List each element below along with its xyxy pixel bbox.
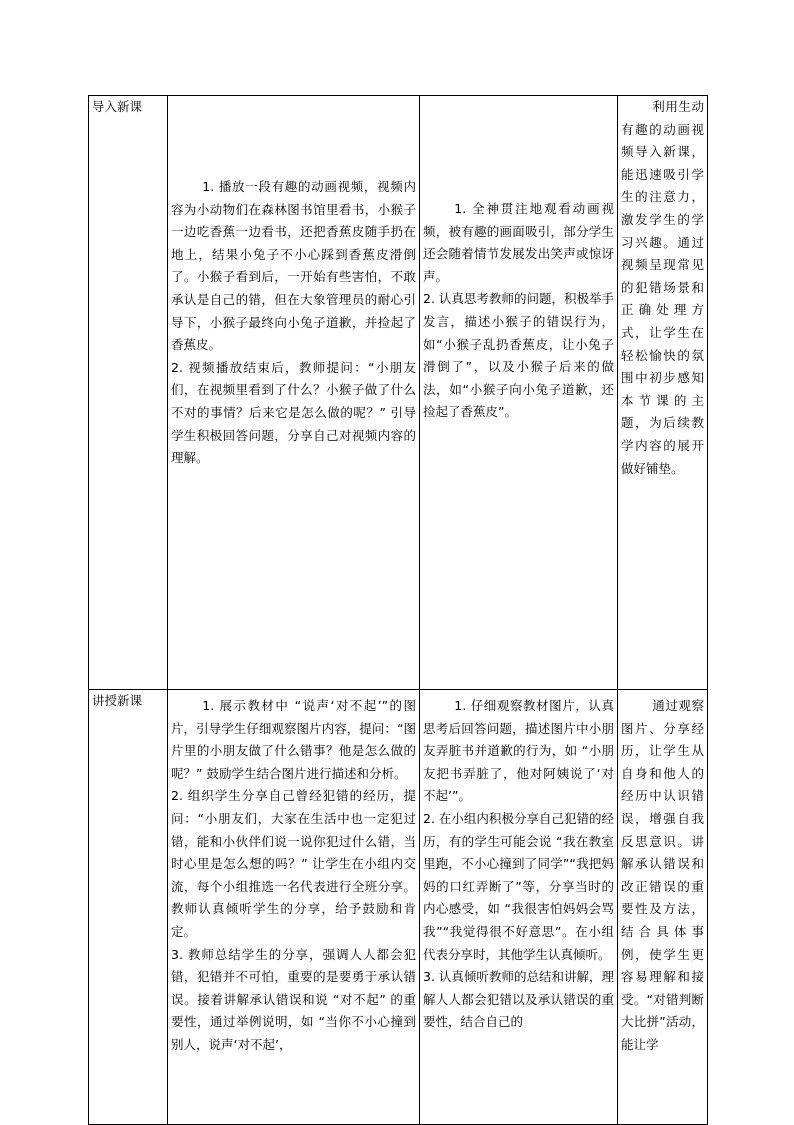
teacher-step-2: 2. 组织学生分享自己曾经犯错的经历，提问：“小朋友们，大家在生活中也一定犯过错，能和小伙伴们说一说你犯过什么错，当时心里是怎么想的吗？” 让学生在小组内交流，每个小组推选一名代表进行全班分享。教师认真倾听学生的分享，给予鼓励和肯定。 xyxy=(171,788,416,939)
student-step-2: 2. 认真思考教师的问题，积极举手发言，描述小猴子的错误行为，如“小猴子乱扔香蕉皮，让小兔子滑倒了”，以及小猴子后来的做法，如“小猴子向小兔子道歉，还捡起了香蕉皮”。 xyxy=(423,291,614,420)
student-activity-cell xyxy=(420,690,618,1125)
teacher-step-1: 1. 播放一段有趣的动画视频，视频内容为小动物们在森林图书馆里看书，小猴子一边吃香蕉一边看书，还把香蕉皮随手扔在地上，结果小兔子不小心踩到香蕉皮滑倒了。小猴子看到后，一开始有些害怕，不敢承认是自己的错，但在大象管理员的耐心引导下，小猴子最终向小兔子道歉，并捡起了香蕉皮。 xyxy=(171,179,416,353)
student-step-1: 1. 全神贯注地观看动画视频，被有趣的画面吸引，部分学生还会随着情节发展发出笑声或惊讶声。 xyxy=(423,201,614,284)
student-step-3: 3. 认真倾听教师的总结和讲解，理解人人都会犯错以及承认错误的重要性，结合自己的 xyxy=(423,969,614,1030)
teacher-step-1: 1. 展示教材中 “说声‘对不起’”的图片，引导学生仔细观察图片内容，提问：“图片里的小朋友做了什么错事？他是怎么做的呢？” 鼓励学生结合图片进行描述和分析。 xyxy=(171,698,416,781)
stage-cell xyxy=(89,96,168,690)
design-intent-cell xyxy=(618,96,708,690)
student-step-1: 1. 仔细观察教材图片，认真思考后回答问题，描述图片中小朋友弄脏书并道歉的行为，如 “小朋友把书弄脏了，他对阿姨说了‘对不起’”。 xyxy=(423,698,614,804)
design-intent-cell xyxy=(618,690,708,1125)
lesson-plan-table xyxy=(88,95,708,1125)
table-row-intro xyxy=(89,96,708,690)
teacher-step-3: 3. 教师总结学生的分享，强调人人都会犯错，犯错并不可怕，重要的是要勇于承认错误。接着讲解承认错误和说 “对不起” 的重要性，通过举例说明，如 “当你不小心撞到别人，说声‘对不起’， xyxy=(171,946,416,1052)
stage-label: 导入新课 xyxy=(92,99,143,114)
student-activity-cell xyxy=(420,96,618,690)
teacher-step-2: 2. 视频播放结束后，教师提问：“小朋友们，在视频里看到了什么？小猴子做了什么不对的事情？后来它是怎么做的呢？” 引导学生积极回答问题，分享自己对视频内容的理解。 xyxy=(171,359,416,466)
design-intent-text: 通过观察图片、分享经历，让学生从自身和他人的经历中认识错误，增强自我反思意识。讲解承认错误和改正错误的重要性及方法，结合具体事例，使学生更容易理解和接受。“对错判断大比拼”活动，能让学 xyxy=(621,698,704,1052)
teacher-activity-cell xyxy=(168,690,420,1125)
design-intent-text: 利用生动有趣的动画视频导入新课，能迅速吸引学生的注意力，激发学生的学习兴趣。通过视频呈现常见的犯错场景和正确处理方式，让学生在轻松愉快的氛围中初步感知本节课的主题，为后续教学内容的展开做好铺垫。 xyxy=(621,99,704,476)
table-row-lecture xyxy=(89,690,708,1125)
stage-label: 讲授新课 xyxy=(92,693,143,708)
teacher-activity-cell xyxy=(168,96,420,690)
stage-cell xyxy=(89,690,168,1125)
student-step-2: 2. 在小组内积极分享自己犯错的经历，有的学生可能会说 “我在教室里跑，不小心撞到了同学”“我把妈妈的口红弄断了”等，分享当时的内心感受，如 “我很害怕妈妈会骂我”“我觉得很不好意思”。在小组代表分享时，其他学生认真倾听。 xyxy=(423,810,614,962)
